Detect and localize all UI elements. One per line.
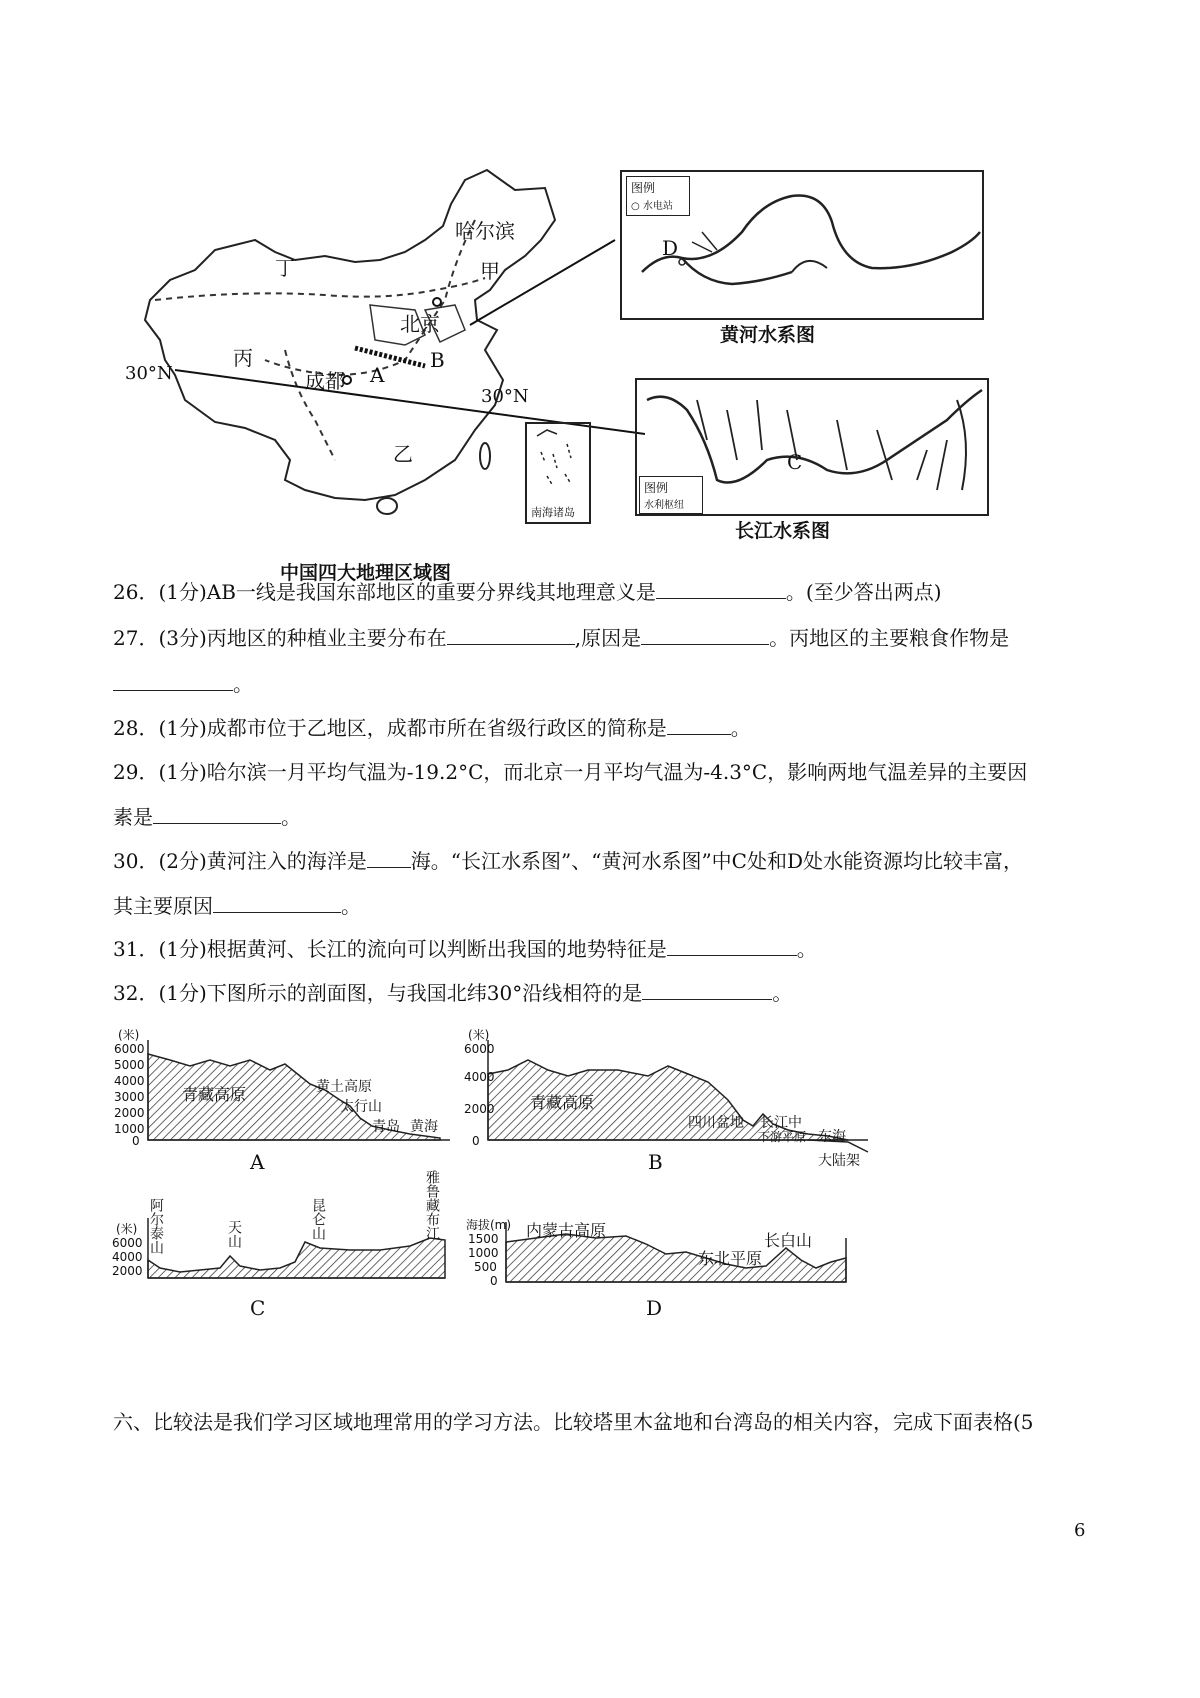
question-30-cont-text: 其主要原因 bbox=[113, 894, 213, 918]
question-28 bbox=[113, 714, 751, 742]
point-d-label: D bbox=[662, 236, 679, 260]
question-27-text: 27．(3分)丙地区的种植业主要分布在 bbox=[113, 626, 447, 650]
question-30-cont bbox=[113, 892, 361, 920]
question-27 bbox=[113, 624, 1009, 652]
profile-b-label: 青藏高原 bbox=[530, 1093, 595, 1112]
yellow-river-legend-title: 图例 bbox=[631, 181, 656, 195]
answer-blank-31[interactable] bbox=[667, 937, 797, 956]
yangtze-river-map bbox=[635, 378, 1015, 548]
question-28-text: 28．(1分)成都市位于乙地区，成都市所在省级行政区的简称是 bbox=[113, 716, 667, 740]
point-a-label: A bbox=[370, 363, 385, 387]
question-26-text: 26．(1分)AB一线是我国东部地区的重要分界线其地理意义是 bbox=[113, 580, 656, 604]
yangtze-river-frame bbox=[635, 378, 989, 516]
lat-30n-left-label: 30°N bbox=[125, 363, 173, 384]
point-b-label: B bbox=[430, 348, 445, 372]
yellow-river-map bbox=[620, 170, 1000, 346]
profile-c-label: 昆仑山 bbox=[310, 1198, 326, 1240]
profile-b-label: 长江中 bbox=[760, 1115, 802, 1131]
answer-blank-30a[interactable] bbox=[367, 849, 411, 868]
profile-b-tick: 6000 bbox=[464, 1042, 495, 1056]
profile-d bbox=[466, 1198, 866, 1338]
question-30 bbox=[113, 847, 1023, 875]
profile-a-label: 青岛 bbox=[372, 1119, 400, 1135]
question-29-cont bbox=[113, 803, 301, 831]
question-31-text: 31．(1分)根据黄河、长江的流向可以判断出我国的地势特征是 bbox=[113, 937, 667, 961]
profile-d-letter: D bbox=[646, 1296, 663, 1320]
question-27-tail: 。丙地区的主要粮食作物是 bbox=[769, 626, 1010, 650]
profile-d-label: 长白山 bbox=[764, 1231, 813, 1250]
region-ding-label: 丁 bbox=[275, 256, 295, 280]
profile-c-unit: (米) bbox=[116, 1222, 138, 1236]
answer-blank-32[interactable] bbox=[642, 981, 772, 1000]
answer-blank-26[interactable] bbox=[656, 580, 786, 599]
china-regions-map bbox=[125, 160, 645, 600]
south-china-sea-drawing bbox=[527, 424, 589, 504]
question-26 bbox=[113, 578, 942, 606]
profile-a-tick: 1000 bbox=[114, 1122, 145, 1136]
profile-c-tick: 4000 bbox=[112, 1250, 143, 1264]
harbin-label: 哈尔滨 bbox=[455, 219, 515, 243]
profile-a-tick: 3000 bbox=[114, 1090, 145, 1104]
profile-d-unit: 海拔(m) bbox=[466, 1218, 512, 1232]
profile-c-tick: 6000 bbox=[112, 1236, 143, 1250]
south-china-sea-inset bbox=[525, 422, 591, 524]
yangtze-legend-title: 图例 bbox=[644, 481, 669, 495]
profile-a-tick: 4000 bbox=[114, 1074, 145, 1088]
profile-a bbox=[110, 1030, 460, 1180]
profile-b-tick: 0 bbox=[472, 1134, 480, 1148]
yangtze-legend bbox=[639, 476, 703, 514]
profile-b-tick: 4000 bbox=[464, 1070, 495, 1084]
question-31-suffix: 。 bbox=[796, 937, 817, 961]
question-32 bbox=[113, 979, 792, 1007]
profile-b bbox=[464, 1028, 888, 1180]
question-30-suffix: 。 bbox=[341, 894, 361, 918]
question-29-suffix: 。 bbox=[281, 805, 301, 829]
yellow-river-caption: 黄河水系图 bbox=[720, 324, 816, 346]
profile-a-tick: 5000 bbox=[114, 1058, 145, 1072]
profile-d-label: 东北平原 bbox=[698, 1249, 763, 1268]
question-32-suffix: 。 bbox=[772, 981, 793, 1005]
beijing-label: 北京 bbox=[400, 312, 440, 336]
question-29-text: 29．(1分)哈尔滨一月平均气温为-19.2°C，而北京一月平均气温为-4.3°C，影响两地气温差异的主要因 bbox=[113, 760, 1028, 784]
profile-a-label: 黄土高原 bbox=[316, 1079, 372, 1095]
profile-c bbox=[110, 1170, 460, 1338]
region-jia-label: 甲 bbox=[480, 259, 500, 283]
lat-30n-right-label: 30°N bbox=[481, 386, 529, 407]
inset-label: 南海诸岛 bbox=[531, 506, 575, 519]
profile-a-tick: 6000 bbox=[114, 1042, 145, 1056]
question-27-mid: ,原因是 bbox=[574, 626, 642, 650]
main-map-caption: 中国四大地理区域图 bbox=[280, 562, 452, 584]
answer-blank-27a[interactable] bbox=[447, 626, 575, 645]
answer-blank-27c[interactable] bbox=[113, 672, 233, 691]
answer-blank-30b[interactable] bbox=[213, 894, 341, 913]
question-26-suffix: 。(至少答出两点) bbox=[785, 580, 942, 604]
profile-d-tick: 500 bbox=[474, 1260, 497, 1274]
profile-b-label: 东海 bbox=[818, 1129, 846, 1145]
answer-blank-28[interactable] bbox=[667, 716, 731, 735]
profile-d-tick: 1500 bbox=[468, 1232, 499, 1246]
yellow-river-legend-item: ○ 水电站 bbox=[631, 201, 673, 212]
question-28-suffix: 。 bbox=[730, 716, 751, 740]
question-29-cont-text: 素是 bbox=[113, 805, 153, 829]
profile-a-letter: A bbox=[250, 1150, 265, 1174]
answer-blank-29[interactable] bbox=[153, 805, 281, 824]
point-c-label: C bbox=[787, 450, 803, 474]
profile-a-label: 青藏高原 bbox=[182, 1085, 247, 1104]
profile-b-label: 下游平原 bbox=[758, 1130, 807, 1144]
profile-a-tick: 2000 bbox=[114, 1106, 145, 1120]
profile-b-letter: B bbox=[648, 1150, 663, 1174]
profile-b-tick: 2000 bbox=[464, 1102, 495, 1116]
page-number: 6 bbox=[1074, 1520, 1086, 1541]
region-bing-label: 丙 bbox=[233, 346, 253, 370]
yangtze-legend-item: 水利枢纽 bbox=[644, 500, 684, 511]
answer-blank-27b[interactable] bbox=[641, 626, 769, 645]
question-27-cont bbox=[113, 670, 253, 698]
profile-c-letter: C bbox=[250, 1296, 266, 1320]
question-29 bbox=[113, 758, 1027, 786]
question-30-mid: 海。“长江水系图”、“黄河水系图”中C处和D处水能资源均比较丰富， bbox=[410, 849, 1024, 873]
profile-a-unit: (米) bbox=[118, 1028, 140, 1042]
profile-d-tick: 0 bbox=[490, 1274, 498, 1288]
profile-c-label: 阿尔泰山 bbox=[148, 1198, 164, 1254]
question-31 bbox=[113, 935, 817, 963]
yellow-river-frame bbox=[620, 170, 984, 320]
question-27-end: 。 bbox=[233, 672, 253, 696]
profile-d-label: 内蒙古高原 bbox=[526, 1221, 607, 1240]
yangtze-caption: 长江水系图 bbox=[735, 520, 831, 542]
profile-a-label: 黄海 bbox=[410, 1119, 438, 1135]
china-outline-drawing bbox=[125, 160, 645, 600]
profile-c-label: 雅鲁藏布江 bbox=[424, 1170, 440, 1240]
profile-c-label: 天山 bbox=[226, 1220, 242, 1248]
profile-b-unit: (米) bbox=[468, 1028, 490, 1042]
profile-a-tick: 0 bbox=[132, 1134, 140, 1148]
question-30-text: 30．(2分)黄河注入的海洋是 bbox=[113, 849, 367, 873]
profile-d-drawing bbox=[466, 1198, 866, 1308]
chengdu-label: 成都 bbox=[305, 369, 345, 393]
profile-c-tick: 2000 bbox=[112, 1264, 143, 1278]
profile-a-label: 太行山 bbox=[340, 1099, 382, 1115]
profile-b-label: 大陆架 bbox=[818, 1153, 860, 1169]
question-32-text: 32．(1分)下图所示的剖面图，与我国北纬30°沿线相符的是 bbox=[113, 981, 643, 1005]
profile-b-label: 四川盆地 bbox=[688, 1115, 744, 1131]
profile-d-tick: 1000 bbox=[468, 1246, 499, 1260]
region-yi-label: 乙 bbox=[393, 442, 413, 466]
profile-a-drawing bbox=[110, 1030, 460, 1150]
yellow-river-legend bbox=[626, 176, 690, 216]
section-six-text: 六、比较法是我们学习区域地理常用的学习方法。比较塔里木盆地和台湾岛的相关内容，完成下面表格(5 bbox=[113, 1410, 1034, 1434]
